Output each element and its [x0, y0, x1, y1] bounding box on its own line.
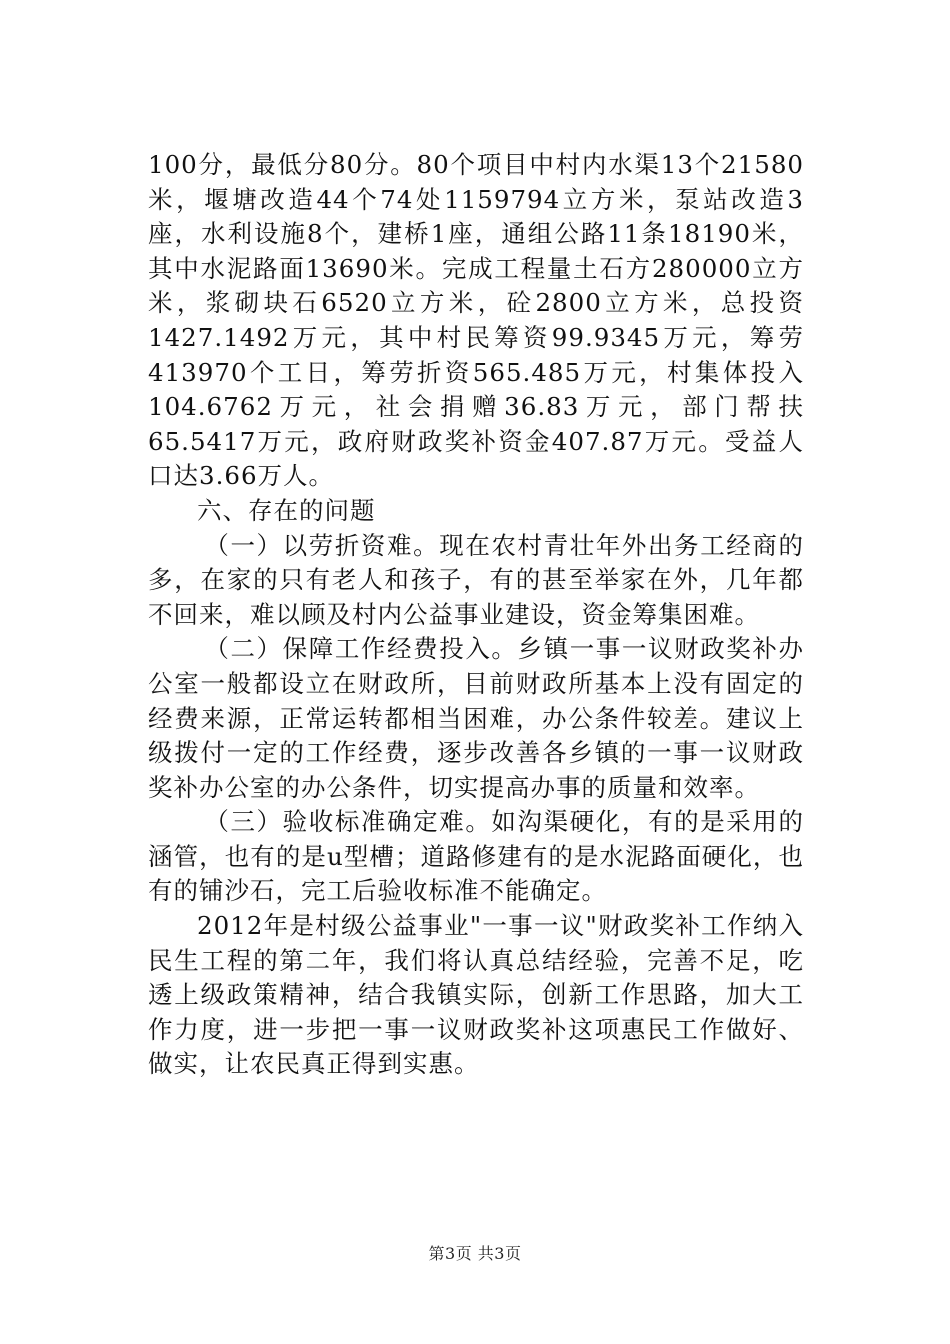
page-footer — [0, 1244, 950, 1264]
paragraph-problem-2: （二）保障工作经费投入。乡镇一事一议财政奖补办公室一般都设立在财政所，目前财政所基本上没有固定的经费来源，正常运转都相当困难，办公条件较差。建议上级拨付一定的工作经费，逐步改善各乡镇的一事一议财政奖补办公室的办公条件，切实提高办事的质量和效率。 — [148, 634, 804, 802]
paragraph-conclusion: 2012年是村级公益事业"一事一议"财政奖补工作纳入民生工程的第二年，我们将认真总结经验，完善不足，吃透上级政策精神，结合我镇实际，创新工作思路，加大工作力度，进一步把一事一议财政奖补这项惠民工作做好、做实，让农民真正得到实惠。 — [148, 911, 804, 1079]
paragraph-problem-1: （一）以劳折资难。现在农村青壮年外出务工经商的多，在家的只有老人和孩子，有的甚至举家在外，几年都不回来，难以顾及村内公益事业建设，资金筹集困难。 — [148, 530, 804, 629]
paragraph-problem-3: （三）验收标准确定难。如沟渠硬化，有的是采用的涵管，也有的是u型槽；道路修建有的是水泥路面硬化，也有的铺沙石，完工后验收标准不能确定。 — [148, 807, 804, 906]
document-body — [148, 148, 804, 1082]
page-number: 第3页 共3页 — [428, 1244, 522, 1263]
paragraph-project-statistics: 100分，最低分80分。80个项目中村内水渠13个21580米，堰塘改造44个74处1159794立方米，泵站改造3座，水利设施8个，建桥1座，通组公路11条18190米，其中水泥路面13690米。完成工程量土石方280000立方米，浆砌块石6520立方米，砼2800立方米，总投资1427.1492万元，其中村民筹资99.9345万元，筹劳413970个工日，筹劳折资565.485万元，村集体投入104.6762万元，社会捐赠36.83万元，部门帮扶65.5417万元，政府财政奖补资金407.87万元。受益人口达3.66万人。 — [148, 150, 804, 491]
section-heading-problems: 六、存在的问题 — [197, 495, 376, 525]
